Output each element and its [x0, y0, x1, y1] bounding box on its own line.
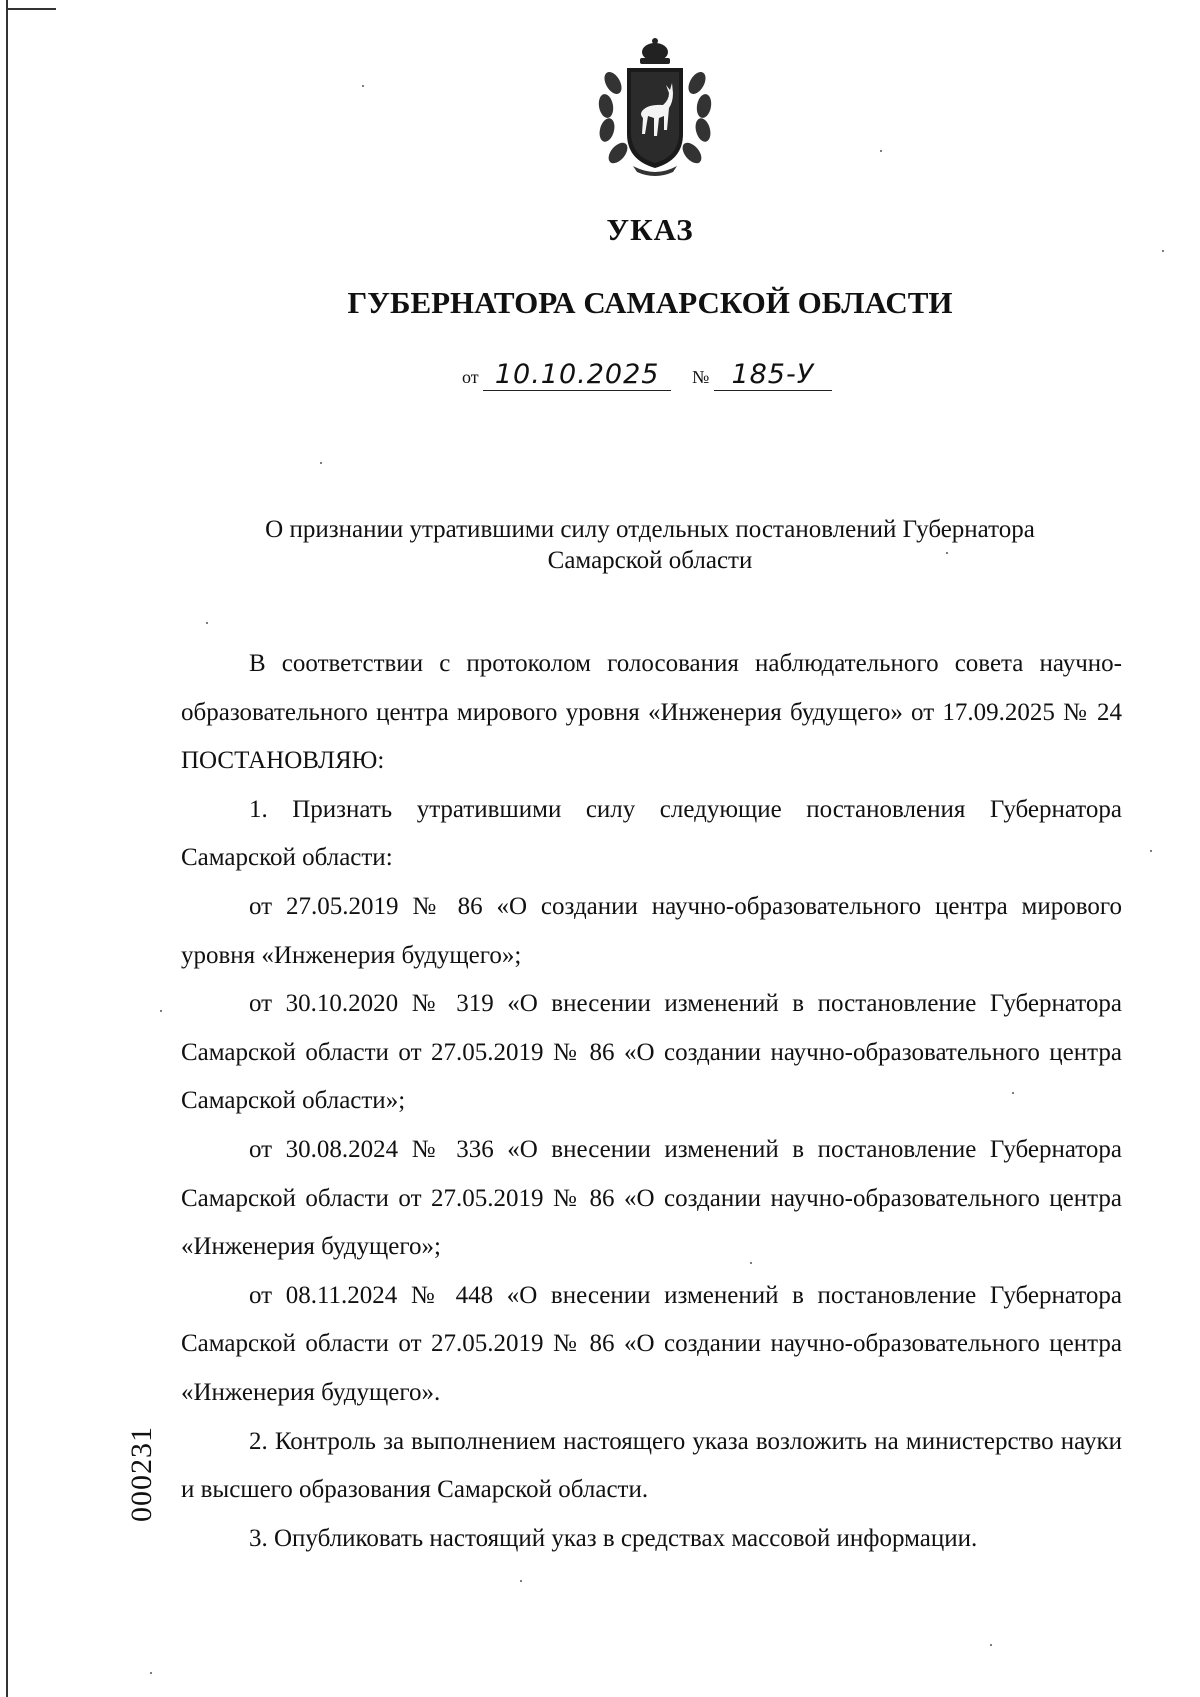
subject-line-1: О признании утратившими силу отдельных постановлений Губернатора [265, 516, 1035, 543]
document-type-title: УКАЗ [606, 212, 694, 247]
number-prefix: № [692, 367, 710, 387]
decree-subject [180, 514, 1120, 576]
item-1-list-entry-1: от 27.05.2019 № 86 «О создании научно-образовательного центра мирового уровня «Инженерия будущего»; [181, 892, 1122, 969]
item-1-list-entry-2: от 30.10.2020 № 319 «О внесении изменений в постановление Губернатора Самарской области от 27.05.2019 № 86 «О создании научно-образовательного центра Самарской области»; [181, 990, 1122, 1115]
decree-number: 185-У [714, 360, 832, 391]
issuer-title: ГУБЕРНАТОРА САМАРСКОЙ ОБЛАСТИ [347, 285, 953, 320]
decree-date: 10.10.2025 [483, 360, 671, 391]
item-2-paragraph: 2. Контроль за выполнением настоящего указа возложить на министерство науки и высшего образования Самарской области. [181, 1427, 1122, 1504]
subject-line-2: Самарской области [547, 547, 753, 574]
coat-of-arms-icon [593, 38, 717, 178]
margin-number-text: 000231 [125, 1426, 158, 1522]
top-corner-mark [8, 8, 56, 10]
left-border-line [6, 0, 8, 1697]
preamble-paragraph: В соответствии с протоколом голосования наблюдательного совета научно-образовательного центра мирового уровня «Инженерия будущего» от 17.09.2025 № 24 ПОСТАНОВЛЯЮ: [181, 650, 1122, 775]
date-prefix: от [462, 367, 479, 387]
date-number-line [462, 360, 832, 391]
item-3-paragraph: 3. Опубликовать настоящий указ в средствах массовой информации. [249, 1524, 978, 1552]
decree-body [181, 640, 1122, 1563]
item-1-list-entry-4: от 08.11.2024 № 448 «О внесении изменений в постановление Губернатора Самарской области от 27.05.2019 № 86 «О создании научно-образовательного центра «Инженерия будущего». [181, 1281, 1122, 1406]
item-1-list-entry-3: от 30.08.2024 № 336 «О внесении изменений в постановление Губернатора Самарской области от 27.05.2019 № 86 «О создании научно-образовательного центра «Инженерия будущего»; [181, 1135, 1122, 1261]
item-1-paragraph: 1. Признать утратившими силу следующие постановления Губернатора Самарской области: [181, 795, 1122, 872]
